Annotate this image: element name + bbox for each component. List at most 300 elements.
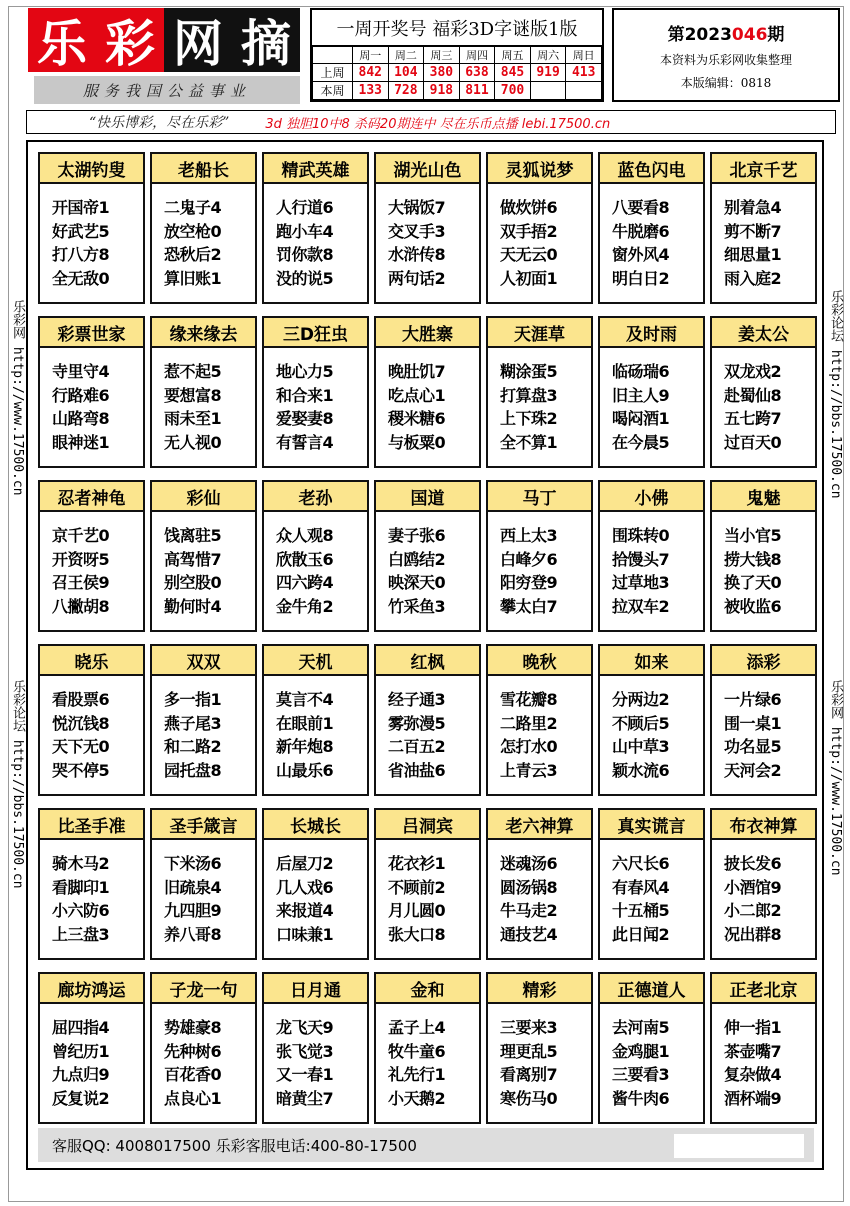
draw-number: 918	[424, 82, 460, 100]
riddle-lines	[40, 512, 143, 618]
riddle-line: 白峰夕6	[500, 549, 558, 569]
riddle-card	[262, 808, 369, 960]
riddle-card	[374, 316, 481, 468]
riddle-card-title: 鬼魅	[712, 482, 815, 512]
riddle-card	[598, 644, 705, 796]
riddle-card-title: 晓乐	[40, 646, 143, 676]
riddle-card	[150, 152, 257, 304]
riddle-line: 稷米糖6	[388, 409, 446, 428]
riddle-line: 两句话2	[388, 268, 446, 288]
riddle-card	[38, 480, 145, 632]
lecai-logo	[28, 8, 300, 72]
riddle-line: 雾弥漫5	[388, 713, 446, 733]
riddle-line: 六尺长6	[612, 854, 670, 873]
riddle-card	[38, 316, 145, 468]
riddle-card-title: 忍者神龟	[40, 482, 143, 512]
riddle-line: 打算盘3	[500, 385, 558, 405]
riddle-line: 酒杯端9	[724, 1088, 782, 1108]
riddle-line: 伸一指1	[724, 1018, 782, 1037]
riddle-line: 省油盐6	[388, 760, 446, 780]
riddle-card	[262, 480, 369, 632]
riddle-line: 牛脱磨6	[612, 221, 670, 241]
riddle-lines	[376, 1004, 479, 1110]
riddle-card	[262, 644, 369, 796]
riddle-line: 后屋刀2	[276, 854, 334, 873]
riddle-card-title: 大胜寨	[376, 318, 479, 348]
riddle-line: 一片绿6	[724, 690, 782, 709]
riddle-line: 口味兼1	[276, 924, 334, 944]
draw-number: 104	[388, 64, 424, 82]
riddle-card-title: 彩仙	[152, 482, 255, 512]
riddle-card-title: 彩票世家	[40, 318, 143, 348]
riddle-card	[486, 808, 593, 960]
riddle-line: 小二郎2	[724, 901, 782, 920]
riddle-line: 牧牛童6	[388, 1041, 446, 1061]
riddle-lines	[488, 1004, 591, 1110]
draw-number: 133	[353, 82, 389, 100]
riddle-line: 做炊饼6	[500, 198, 558, 217]
riddle-line: 三要看3	[612, 1065, 670, 1084]
riddle-line: 旧主人9	[612, 385, 670, 405]
riddle-line: 雨未至1	[164, 409, 222, 428]
riddle-line: 明白日2	[612, 268, 670, 288]
riddle-line: 在眼前1	[276, 713, 334, 733]
riddle-line: 旧疏泉4	[164, 877, 222, 897]
riddle-line: 京千艺0	[52, 526, 110, 545]
riddle-line: 别着急4	[724, 198, 782, 217]
riddle-card-title: 红枫	[376, 646, 479, 676]
riddle-line: 喝闷酒1	[612, 409, 670, 428]
ad-slogan: “快乐博彩，尽在乐彩”	[89, 115, 230, 131]
riddle-lines	[600, 840, 703, 946]
riddle-lines	[376, 348, 479, 454]
riddle-card-title: 晚秋	[488, 646, 591, 676]
riddle-card-title: 蓝色闪电	[600, 154, 703, 184]
riddle-line: 花衣衫1	[388, 854, 446, 873]
riddle-line: 颖水流6	[612, 760, 670, 780]
riddle-line: 小酒馆9	[724, 877, 782, 897]
day-header: 周日	[566, 47, 602, 64]
riddle-line: 看脚印1	[52, 877, 110, 897]
riddle-card	[150, 972, 257, 1124]
riddle-card	[262, 972, 369, 1124]
riddle-line: 换了天0	[724, 573, 782, 592]
riddle-lines	[488, 676, 591, 782]
riddle-card	[710, 152, 817, 304]
riddle-line: 围一桌1	[724, 713, 782, 733]
draw-title: 一周开奖号 福彩3D字谜版1版	[312, 10, 602, 46]
customer-service-text: 客服QQ: 4008017500 乐彩客服电话:400-80-17500	[52, 1136, 417, 1155]
riddle-card-title: 金和	[376, 974, 479, 1004]
side-text-right-bottom: 乐彩网 http://www.17500.cn	[828, 680, 843, 876]
riddle-line: 恐秋后2	[164, 245, 222, 264]
riddle-card	[486, 644, 593, 796]
riddle-line: 九四胆9	[164, 901, 222, 920]
riddle-lines	[712, 840, 815, 946]
riddle-line: 迷魂汤6	[500, 854, 558, 873]
riddle-line: 理更乱5	[500, 1041, 558, 1061]
riddle-line: 莫言不4	[276, 690, 334, 709]
riddle-line: 妻子张6	[388, 526, 446, 545]
riddle-line: 高驾惜7	[164, 549, 222, 569]
riddle-card-title: 日月通	[264, 974, 367, 1004]
riddle-card	[598, 480, 705, 632]
riddle-line: 张大口8	[388, 924, 446, 944]
riddle-lines	[264, 1004, 367, 1110]
riddle-card	[38, 152, 145, 304]
riddle-card-title: 国道	[376, 482, 479, 512]
day-header: 周三	[424, 47, 460, 64]
riddle-line: 曾纪历1	[52, 1041, 110, 1061]
riddle-line: 跑小车4	[276, 221, 334, 241]
riddle-line: 行路难6	[52, 385, 110, 405]
riddle-line: 金鸡腿1	[612, 1041, 670, 1061]
riddle-line: 月儿圆0	[388, 901, 446, 920]
weekly-draw-box	[310, 8, 604, 102]
riddle-line: 围珠转0	[612, 526, 670, 545]
day-header: 周四	[459, 47, 495, 64]
day-header: 周二	[388, 47, 424, 64]
riddle-line: 要想富8	[164, 385, 222, 405]
riddle-line: 悦沉钱8	[52, 713, 110, 733]
riddle-line: 不顾后5	[612, 713, 670, 733]
riddle-card-title: 小佛	[600, 482, 703, 512]
riddle-card-title: 姜太公	[712, 318, 815, 348]
riddle-card-title: 精彩	[488, 974, 591, 1004]
riddle-line: 眼神迷1	[52, 432, 110, 452]
riddle-line: 有春风4	[612, 877, 670, 897]
riddle-card-title: 长城长	[264, 810, 367, 840]
issue-note: 本资料为乐彩网收集整理	[659, 53, 792, 67]
riddle-line: 有誓言4	[276, 432, 334, 452]
riddle-lines	[600, 184, 703, 290]
riddle-card-title: 添彩	[712, 646, 815, 676]
riddle-line: 九点归9	[52, 1065, 110, 1084]
riddle-card	[598, 808, 705, 960]
riddle-line: 看股票6	[52, 690, 110, 709]
riddle-line: 燕子尾3	[164, 713, 222, 733]
draw-number: 842	[353, 64, 389, 82]
riddle-line: 拾馒头7	[612, 549, 670, 569]
riddle-line: 别空股0	[164, 573, 222, 592]
riddle-line: 和二路2	[164, 737, 222, 756]
riddle-line: 在今晨5	[612, 432, 670, 452]
riddle-lines	[152, 1004, 255, 1110]
riddle-line: 无人视0	[164, 432, 222, 452]
riddle-line: 地心力5	[276, 362, 334, 381]
ad-bar	[26, 110, 836, 134]
riddle-line: 众人观8	[276, 526, 334, 545]
riddle-line: 况出群8	[724, 924, 782, 944]
riddle-card-title: 老六神算	[488, 810, 591, 840]
riddle-card-title: 如来	[600, 646, 703, 676]
riddle-line: 寺里守4	[52, 362, 110, 381]
riddle-line: 拉双车2	[612, 596, 670, 616]
riddle-lines	[488, 840, 591, 946]
riddle-card	[486, 480, 593, 632]
riddle-card	[486, 152, 593, 304]
ad-promo-link[interactable]: 3d 独胆10中8 杀码20期连中 尽在乐币点播 lebi.17500.cn	[265, 116, 611, 132]
riddle-card	[38, 972, 145, 1124]
riddle-lines	[40, 184, 143, 290]
riddle-lines	[40, 348, 143, 454]
riddle-line: 圆汤锅8	[500, 877, 558, 897]
riddle-line: 百花香0	[164, 1065, 222, 1084]
riddle-line: 捞大钱8	[724, 549, 782, 569]
riddle-line: 双手捂2	[500, 221, 558, 241]
side-text-right-top: 乐彩论坛 http://bbs.17500.cn	[828, 290, 843, 499]
riddle-line: 开资呀5	[52, 549, 110, 569]
riddle-line: 礼先行1	[388, 1065, 446, 1084]
riddle-line: 八撇胡8	[52, 596, 110, 616]
draw-number: 919	[530, 64, 566, 82]
riddle-card	[486, 972, 593, 1124]
draw-number: 811	[459, 82, 495, 100]
footer-blank-box	[674, 1134, 804, 1158]
riddle-card	[262, 316, 369, 468]
riddle-card-title: 双双	[152, 646, 255, 676]
riddle-card-title: 老孙	[264, 482, 367, 512]
riddle-line: 欣散玉6	[276, 549, 334, 569]
riddle-card	[374, 644, 481, 796]
riddle-line: 开国帝1	[52, 198, 110, 217]
logo-char: 乐	[28, 8, 96, 72]
riddle-line: 酱牛肉6	[612, 1088, 670, 1108]
riddle-card-title: 北京千艺	[712, 154, 815, 184]
riddle-card	[710, 644, 817, 796]
riddle-line: 窗外风4	[612, 245, 670, 264]
riddle-line: 没的说5	[276, 268, 334, 288]
riddle-card	[598, 152, 705, 304]
riddle-line: 茶壶嘴7	[724, 1041, 782, 1061]
riddle-line: 骑木马2	[52, 854, 110, 873]
riddle-line: 复杂做4	[724, 1065, 782, 1084]
riddle-lines	[376, 676, 479, 782]
riddle-line: 点良心1	[164, 1088, 222, 1108]
riddle-line: 全不算1	[500, 432, 558, 452]
riddle-line: 召王侯9	[52, 573, 110, 592]
riddle-card-title: 老船长	[152, 154, 255, 184]
footer-bar	[38, 1128, 814, 1162]
riddle-line: 和合来1	[276, 385, 334, 405]
riddle-card	[598, 972, 705, 1124]
riddle-card	[38, 644, 145, 796]
riddle-line: 饯离驻5	[164, 526, 222, 545]
logo-char: 网	[164, 8, 232, 72]
riddle-line: 山最乐6	[276, 760, 334, 780]
riddle-line: 白鸥结2	[388, 549, 446, 569]
riddle-card-title: 子龙一句	[152, 974, 255, 1004]
riddle-line: 天无云0	[500, 245, 558, 264]
riddle-line: 五七跨7	[724, 409, 782, 428]
riddle-line: 下米汤6	[164, 854, 222, 873]
riddle-lines	[264, 348, 367, 454]
riddle-line: 雪花瓣8	[500, 690, 558, 709]
riddle-line: 通技艺4	[500, 924, 558, 944]
riddle-line: 二路里2	[500, 713, 558, 733]
riddle-line: 赴蜀仙8	[724, 385, 782, 405]
riddle-line: 披长发6	[724, 854, 782, 873]
riddle-line: 临砀瑞6	[612, 362, 670, 381]
riddle-line: 天下无0	[52, 737, 110, 756]
riddle-line: 二鬼子4	[164, 198, 222, 217]
riddle-line: 二百五2	[388, 737, 446, 756]
riddle-card-title: 三D狂虫	[264, 318, 367, 348]
riddle-card	[710, 972, 817, 1124]
riddle-card	[150, 316, 257, 468]
day-header: 周六	[530, 47, 566, 64]
riddle-line: 分两边2	[612, 690, 670, 709]
riddle-line: 此日闻2	[612, 924, 670, 944]
riddle-line: 孟子上4	[388, 1018, 446, 1037]
riddle-line: 反复说2	[52, 1088, 110, 1108]
riddle-lines	[488, 184, 591, 290]
riddle-line: 过草地3	[612, 573, 670, 592]
riddle-line: 经子通3	[388, 690, 446, 709]
draw-number: 728	[388, 82, 424, 100]
riddle-lines	[600, 676, 703, 782]
riddle-lines	[264, 676, 367, 782]
riddle-line: 又一春1	[276, 1065, 334, 1084]
riddle-line: 上下珠2	[500, 409, 558, 428]
riddle-line: 十五桶5	[612, 901, 670, 920]
riddle-card	[486, 316, 593, 468]
riddle-line: 几人戏6	[276, 877, 334, 897]
riddle-card	[150, 480, 257, 632]
riddle-card	[374, 152, 481, 304]
riddle-line: 竹采鱼3	[388, 596, 446, 616]
logo-char: 摘	[232, 8, 300, 72]
riddle-line: 上三盘3	[52, 924, 110, 944]
side-text-left-top: 乐彩网 http://www.17500.cn	[10, 300, 25, 496]
riddle-card	[374, 972, 481, 1124]
riddle-line: 屈四指4	[52, 1018, 110, 1037]
riddle-card-title: 正德道人	[600, 974, 703, 1004]
riddle-card-title: 天涯草	[488, 318, 591, 348]
riddle-card-title: 灵狐说梦	[488, 154, 591, 184]
riddle-lines	[264, 512, 367, 618]
riddle-lines	[376, 512, 479, 618]
slogan: 服务我国公益事业	[34, 76, 300, 104]
riddle-card	[598, 316, 705, 468]
riddle-card	[150, 644, 257, 796]
riddle-lines	[712, 184, 815, 290]
riddle-line: 映深天0	[388, 573, 446, 592]
draw-number: 413	[566, 64, 602, 82]
riddle-line: 晚肚饥7	[388, 362, 446, 381]
riddle-line: 先种树6	[164, 1041, 222, 1061]
riddle-card	[374, 480, 481, 632]
riddle-line: 三要来3	[500, 1018, 558, 1037]
draw-table	[312, 46, 602, 100]
riddle-lines	[152, 348, 255, 454]
riddle-line: 人初面1	[500, 268, 558, 288]
riddle-card-title: 精武英雄	[264, 154, 367, 184]
riddle-line: 人行道6	[276, 198, 334, 217]
riddle-card-title: 正老北京	[712, 974, 815, 1004]
riddle-lines	[712, 1004, 815, 1110]
draw-number	[566, 82, 602, 100]
riddle-lines	[376, 184, 479, 290]
riddle-line: 小六防6	[52, 901, 110, 920]
riddle-line: 过百天0	[724, 432, 782, 452]
issue-title: 第2023046期	[667, 25, 785, 45]
riddle-card	[150, 808, 257, 960]
riddle-lines	[152, 512, 255, 618]
riddle-line: 当小官5	[724, 526, 782, 545]
riddle-line: 牛马走2	[500, 901, 558, 920]
riddle-line: 与板粟0	[388, 432, 446, 452]
riddle-line: 西上太3	[500, 526, 558, 545]
riddle-lines	[488, 348, 591, 454]
riddle-line: 八要看8	[612, 198, 670, 217]
issue-box	[612, 8, 840, 102]
riddle-card	[710, 808, 817, 960]
riddle-line: 勤何时4	[164, 596, 222, 616]
riddle-line: 攀太白7	[500, 596, 558, 616]
riddle-lines	[264, 840, 367, 946]
riddle-card-title: 真实谎言	[600, 810, 703, 840]
riddle-card-title: 缘来缘去	[152, 318, 255, 348]
riddle-line: 养八哥8	[164, 924, 222, 944]
riddle-card-title: 马丁	[488, 482, 591, 512]
riddle-lines	[712, 512, 815, 618]
riddle-line: 天河会2	[724, 760, 782, 780]
riddle-line: 暗黄尘7	[276, 1088, 334, 1108]
riddle-line: 新年炮8	[276, 737, 334, 756]
riddle-line: 双龙戏2	[724, 362, 782, 381]
row-label: 本周	[313, 82, 353, 100]
riddle-line: 算旧账1	[164, 268, 222, 288]
row-label: 上周	[313, 64, 353, 82]
riddle-card-title: 天机	[264, 646, 367, 676]
riddle-line: 交叉手3	[388, 221, 446, 241]
riddle-card	[710, 480, 817, 632]
riddle-line: 放空枪0	[164, 221, 222, 241]
riddle-line: 园托盘8	[164, 760, 222, 780]
riddle-card-title: 及时雨	[600, 318, 703, 348]
riddle-line: 山路弯8	[52, 409, 110, 428]
riddle-line: 寒伤马0	[500, 1088, 558, 1108]
riddle-line: 龙飞天9	[276, 1018, 334, 1037]
riddle-line: 好武艺5	[52, 221, 110, 241]
riddle-line: 山中草3	[612, 737, 670, 756]
issue-editor: 本版编辑：0818	[680, 76, 772, 90]
riddle-line: 打八方8	[52, 245, 110, 264]
riddle-line: 上青云3	[500, 760, 558, 780]
riddle-lines	[600, 512, 703, 618]
issue-number: 046	[731, 25, 768, 45]
riddle-line: 被收监6	[724, 596, 782, 616]
riddle-line: 罚你款8	[276, 245, 334, 264]
riddle-line: 多一指1	[164, 690, 222, 709]
riddle-line: 大锅饭7	[388, 198, 446, 217]
riddle-line: 去河南5	[612, 1018, 670, 1037]
riddle-card-title: 湖光山色	[376, 154, 479, 184]
riddle-line: 功名显5	[724, 737, 782, 756]
riddle-line: 金牛角2	[276, 596, 334, 616]
riddle-lines	[712, 676, 815, 782]
riddle-panel	[26, 140, 824, 1170]
riddle-card-title: 比圣手准	[40, 810, 143, 840]
riddle-lines	[40, 840, 143, 946]
riddle-line: 小天鹅2	[388, 1088, 446, 1108]
riddle-card-title: 圣手箴言	[152, 810, 255, 840]
draw-number: 638	[459, 64, 495, 82]
day-header: 周五	[495, 47, 531, 64]
day-header: 周一	[353, 47, 389, 64]
riddle-lines	[40, 676, 143, 782]
